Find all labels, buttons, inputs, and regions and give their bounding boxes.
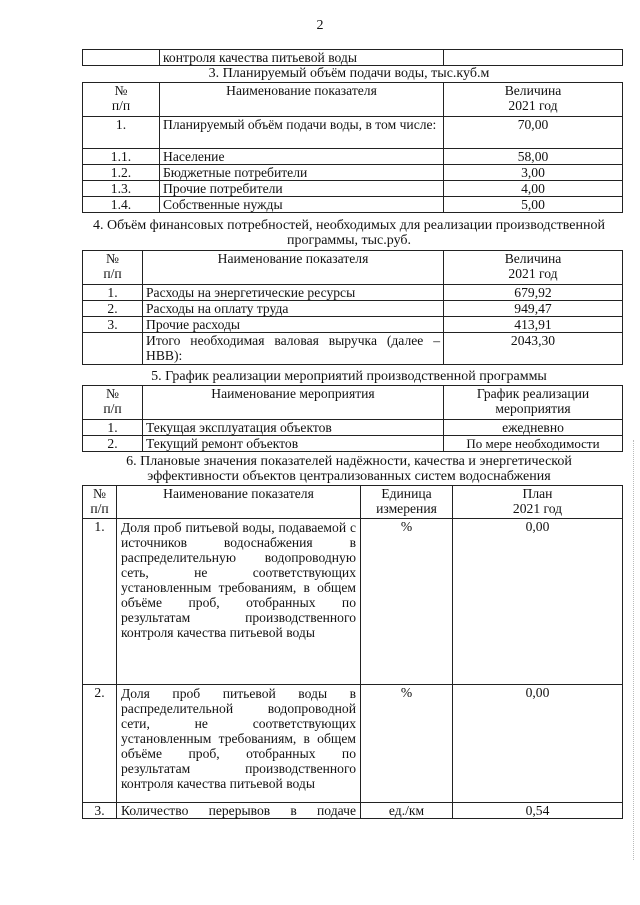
table-row-unit: % <box>361 685 453 803</box>
table-row-name: Собственные нужды <box>160 197 444 213</box>
s6-header-value-a: План 2021 год <box>512 486 563 516</box>
table-row-name: Бюджетные потребители <box>160 165 444 181</box>
table-row-name: Расходы на оплату труда <box>143 301 444 317</box>
s6-header-num <box>83 486 117 519</box>
s5-header-num-a: № п/п <box>103 386 122 416</box>
s5-header-value <box>444 386 623 420</box>
table-row-num: 1. <box>83 285 143 301</box>
table-row-num: 3. <box>83 317 143 333</box>
table-row-name: Планируемый объём подачи воды, в том числе: <box>160 117 444 149</box>
table-row-name: Количество перерывов в подаче <box>117 803 361 819</box>
s4-header-value-a: Величина 2021 год <box>504 251 562 281</box>
s4-header-value <box>444 251 623 285</box>
s6-header-name: Наименование показателя <box>117 486 361 519</box>
table-row-num: 1.2. <box>83 165 160 181</box>
table-row-value: 4,00 <box>444 181 623 197</box>
s6-header-num-a: № п/п <box>90 486 109 516</box>
table-row-unit: % <box>361 519 453 685</box>
table-row-name: Итого необходимая валовая выручка (далее – НВВ): <box>143 333 444 365</box>
table-row-value: По мере необходимости <box>444 436 623 452</box>
s3-header-num <box>83 83 160 117</box>
table-row-num: 1. <box>83 519 117 685</box>
table-row-value: 413,91 <box>444 317 623 333</box>
s3-header-name: Наименование показателя <box>160 83 444 117</box>
table-row-num: 2. <box>83 301 143 317</box>
table-row-value: 58,00 <box>444 149 623 165</box>
section5-title: 5. График реализации мероприятий производственной программы <box>151 369 547 384</box>
table-row-value: 0,00 <box>453 685 623 803</box>
section5-table <box>82 385 623 452</box>
table-row-num: 3. <box>83 803 117 819</box>
scan-edge-artifact <box>632 440 634 860</box>
table-row-name: Прочие потребители <box>160 181 444 197</box>
s3-header-value <box>444 83 623 117</box>
s3-header-num-a: № п/п <box>111 83 131 113</box>
table-row-value: ежедневно <box>444 420 623 436</box>
s4-header-num-a: № п/п <box>103 251 122 281</box>
section6-table <box>82 485 623 819</box>
table-row-value: 2043,30 <box>444 333 623 365</box>
table-row-value: 679,92 <box>444 285 623 301</box>
table-row-value: 0,00 <box>453 519 623 685</box>
table-row-name: Текущая эксплуатация объектов <box>143 420 444 436</box>
s6-header-value <box>453 486 623 519</box>
s4-header-num <box>83 251 143 285</box>
table-row-value: 0,54 <box>453 803 623 819</box>
table-row-value: 5,00 <box>444 197 623 213</box>
section4-title: 4. Объём финансовых потребностей, необходимых для реализации производственной программы, тыс.руб. <box>92 218 605 248</box>
section6-title: 6. Плановые значения показателей надёжности, качества и энергетической эффективности объектов централизованных систем водоснабжения <box>126 454 572 484</box>
top-row-text: контроля качества питьевой воды <box>160 50 444 66</box>
table-row-num: 1.1. <box>83 149 160 165</box>
section3-title: 3. Планируемый объём подачи воды, тыс.куб.м <box>208 66 490 81</box>
table-row-num: 1. <box>83 117 160 149</box>
table-row-name: Текущий ремонт объектов <box>143 436 444 452</box>
table-row-unit: ед./км <box>361 803 453 819</box>
s5-header-value-a: График реализации мероприятия <box>476 386 590 416</box>
table-row-num: 1.4. <box>83 197 160 213</box>
s5-header-name: Наименование мероприятия <box>143 386 444 420</box>
table-row-value: 70,00 <box>444 117 623 149</box>
s6-header-unit-a: Единица измерения <box>376 486 437 516</box>
table-row-value: 949,47 <box>444 301 623 317</box>
table-row-num <box>83 333 143 365</box>
section4-table <box>82 250 623 365</box>
table-row-name: Доля проб питьевой воды, подаваемой с источников водоснабжения в распределительную водопроводную сеть, не соответствующих установленным требованиям, в общем объёме проб, отобранных по результатам производственного контроля качества питьевой воды <box>117 519 361 685</box>
s5-header-num <box>83 386 143 420</box>
table-row-num: 2. <box>83 685 117 803</box>
s6-header-unit <box>361 486 453 519</box>
table-row-name: Прочие расходы <box>143 317 444 333</box>
s3-header-value-a: Величина 2021 год <box>504 83 562 113</box>
table-row-num: 2. <box>83 436 143 452</box>
table-row-name: Доля проб питьевой воды в распределительной водопроводной сети, не соответствующих установленным требованиям, в общем объёме проб, отобранных по результатам производственного контроля качества питьевой воды <box>117 685 361 803</box>
table-row-num: 1. <box>83 420 143 436</box>
table-row-num: 1.3. <box>83 181 160 197</box>
section3-table <box>82 82 623 213</box>
top-continuation-table <box>82 49 623 66</box>
table-row-value: 3,00 <box>444 165 623 181</box>
page-number: 2 <box>316 18 324 33</box>
table-row-name: Расходы на энергетические ресурсы <box>143 285 444 301</box>
table-row-name: Население <box>160 149 444 165</box>
s4-header-name: Наименование показателя <box>143 251 444 285</box>
